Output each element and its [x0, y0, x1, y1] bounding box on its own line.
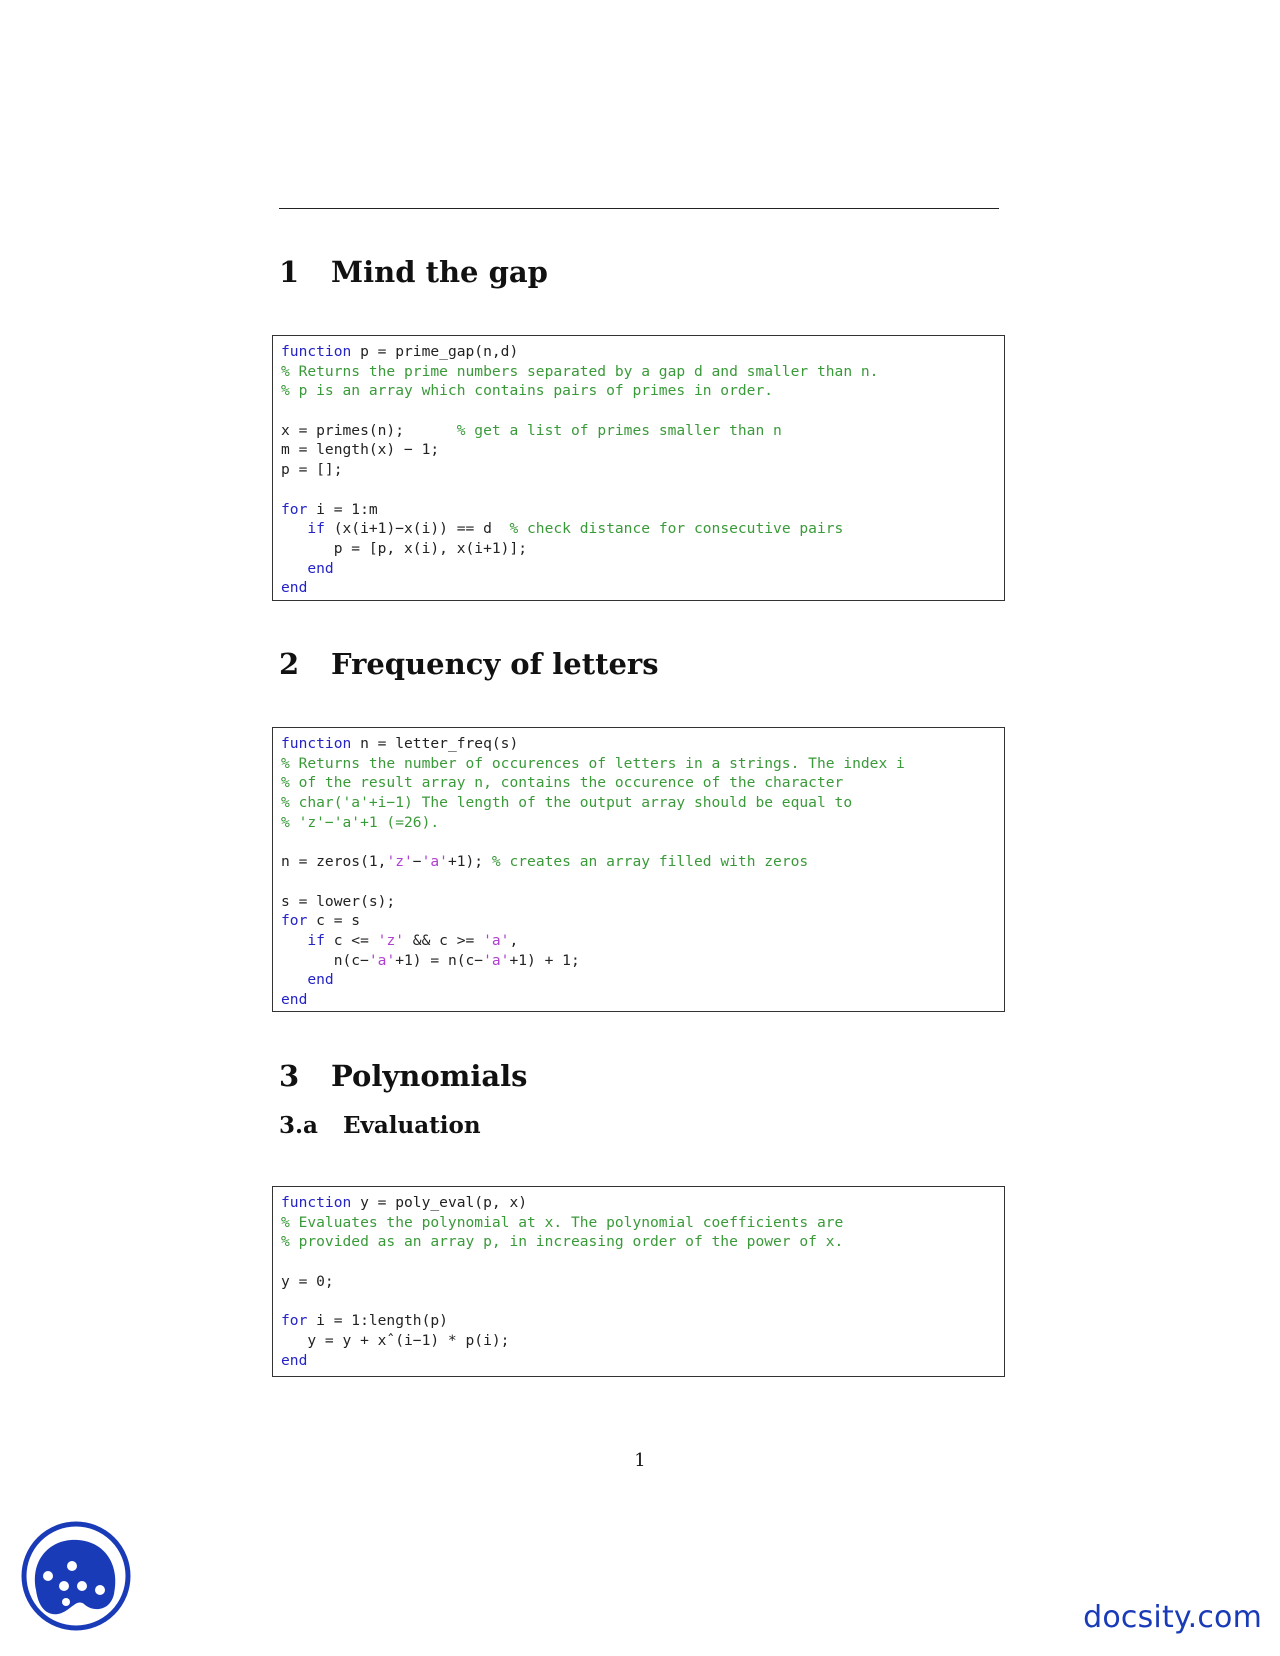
code-text: , [509, 931, 519, 949]
code-line [281, 872, 1004, 892]
code-line [281, 892, 1004, 912]
code-keyword: for [281, 500, 308, 518]
code-comment: % provided as an array p, in increasing order of the power of x. [281, 1233, 844, 1251]
subsection-heading-3a [279, 1112, 481, 1139]
code-string: 'a' [483, 951, 510, 969]
code-text: c = s [307, 912, 361, 930]
code-keyword: function [281, 1194, 352, 1211]
code-text: y = 0; [281, 1272, 334, 1290]
code-block-letter-freq [272, 727, 1005, 1012]
code-line [281, 539, 1004, 559]
code-text: y = poly_eval(p, x) [351, 1194, 528, 1211]
code-line [281, 362, 1004, 382]
code-line [281, 559, 1004, 579]
code-text: y = y + xˆ(i−1) * p(i); [281, 1331, 510, 1349]
code-line [281, 1252, 1004, 1272]
section-number: 1 [279, 255, 300, 289]
code-keyword: function [281, 735, 352, 752]
code-comment: % char('a'+i−1) The length of the output array should be equal to [281, 794, 853, 812]
docsity-brand-link[interactable]: docsity.com [1083, 1600, 1262, 1635]
code-line [281, 970, 1004, 990]
code-line [281, 460, 1004, 480]
code-text [281, 932, 307, 949]
code-text: && c >= [404, 931, 484, 949]
code-line [281, 1311, 1004, 1331]
code-comment: % p is an array which contains pairs of primes in order. [281, 382, 774, 400]
code-line [281, 421, 1004, 441]
code-text [281, 971, 307, 988]
code-line [281, 342, 1004, 362]
code-text: +1) + 1; [509, 951, 580, 969]
code-string: 'z' [377, 931, 405, 949]
code-line [281, 813, 1004, 833]
code-keyword: for [281, 912, 308, 930]
code-keyword: function [281, 343, 352, 360]
code-text: +1); [447, 853, 492, 871]
code-text: p = prime_gap(n,d) [351, 343, 519, 360]
code-keyword: if [307, 520, 325, 538]
section-number: 2 [279, 647, 300, 681]
code-text: i = 1:length(p) [307, 1312, 448, 1330]
code-line [281, 381, 1004, 401]
code-text: i = 1:m [307, 500, 378, 518]
code-line [281, 1331, 1004, 1351]
code-keyword: for [281, 1312, 308, 1330]
section-title: Frequency of letters [331, 647, 659, 681]
code-line [281, 519, 1004, 539]
code-keyword: end [281, 579, 308, 597]
code-text [281, 520, 307, 537]
code-keyword: end [281, 990, 308, 1008]
code-line [281, 1272, 1004, 1292]
code-block-poly-eval [272, 1186, 1005, 1377]
code-line [281, 440, 1004, 460]
code-line [281, 480, 1004, 500]
code-line [281, 1213, 1004, 1233]
code-text: n = zeros(1, [281, 853, 387, 871]
code-comment: % check distance for consecutive pairs [509, 520, 844, 538]
code-line [281, 931, 1004, 951]
code-text: n = letter_freq(s) [351, 735, 519, 752]
code-line [281, 578, 1004, 598]
code-line [281, 852, 1004, 872]
code-text: − [412, 853, 422, 871]
code-comment: % Returns the number of occurences of letters in a strings. The index i [281, 754, 905, 772]
code-line [281, 832, 1004, 852]
code-comment: % of the result array n, contains the occurence of the character [281, 774, 844, 792]
code-line [281, 1193, 1004, 1213]
code-line [281, 793, 1004, 813]
section-number: 3 [279, 1059, 300, 1093]
code-line [281, 990, 1004, 1010]
code-text: +1) = n(c− [395, 951, 484, 969]
code-block-prime-gap [272, 335, 1005, 601]
code-text: m = length(x) − 1; [281, 441, 440, 459]
code-comment: % creates an array filled with zeros [491, 853, 809, 871]
code-comment: % 'z'−'a'+1 (=26). [281, 813, 440, 831]
code-line [281, 1351, 1004, 1371]
code-string: 'a' [368, 951, 396, 969]
section-heading-3 [279, 1059, 528, 1093]
subsection-number: 3.a [279, 1112, 318, 1139]
code-keyword: end [281, 1351, 308, 1369]
code-string: 'a' [421, 853, 448, 871]
code-string: 'z' [386, 853, 413, 871]
docsity-logo-icon[interactable] [20, 1520, 132, 1632]
code-line [281, 1232, 1004, 1252]
code-text: c <= [324, 931, 378, 949]
code-line [281, 401, 1004, 421]
code-line [281, 754, 1004, 774]
section-heading-1 [279, 255, 548, 289]
code-line [281, 773, 1004, 793]
code-text [281, 560, 307, 577]
header-rule [279, 208, 999, 209]
code-comment: % Evaluates the polynomial at x. The polynomial coefficients are [281, 1213, 844, 1231]
code-text: p = []; [281, 461, 343, 479]
code-text: (x(i+1)−x(i)) == d [324, 520, 510, 538]
subsection-title: Evaluation [343, 1112, 481, 1139]
page-number: 1 [634, 1450, 646, 1471]
section-heading-2 [279, 647, 659, 681]
code-line [281, 734, 1004, 754]
code-text: p = [p, x(i), x(i+1)]; [281, 539, 528, 557]
code-keyword: if [307, 931, 325, 949]
code-line [281, 1291, 1004, 1311]
code-comment: % Returns the prime numbers separated by a gap d and smaller than n. [281, 362, 879, 380]
section-title: Polynomials [331, 1059, 528, 1093]
code-text: s = lower(s); [281, 892, 396, 910]
code-line [281, 911, 1004, 931]
code-comment: % get a list of primes smaller than n [456, 421, 782, 439]
code-string: 'a' [483, 931, 510, 949]
section-title: Mind the gap [331, 255, 548, 289]
code-text: n(c− [281, 951, 369, 969]
code-line [281, 951, 1004, 971]
code-keyword: end [307, 971, 334, 989]
code-keyword: end [307, 559, 334, 577]
code-text: x = primes(n); [281, 421, 457, 439]
code-line [281, 500, 1004, 520]
